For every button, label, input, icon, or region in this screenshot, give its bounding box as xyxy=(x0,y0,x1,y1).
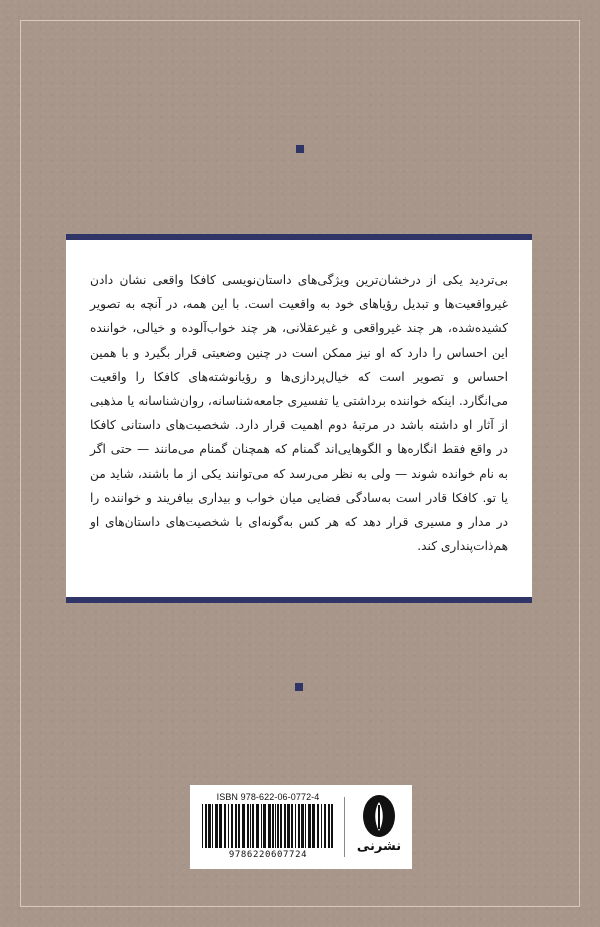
barcode-bar xyxy=(228,804,229,848)
blurb-text: بی‌تردید یکی از درخشان‌ترین ویژگی‌های داستان‌نویسی کافکا واقعی نشان دادن غیرواقعیت‌ها و تبدیل رؤیاهای خود به واقعیت است. با این همه، در آنچه به تصویر کشیده‌شده، هر چند غیرواقعی و غیرعقلانی، هر چند خواب‌آلوده و خیالی، خواننده این احساس را دارد که او نیز ممکن است در چنین وضعیتی قرار بگیرد و با همین احساس و تصویر است که خیال‌پردازی‌ها و رؤیانوشته‌های کافکا را واقعیت می‌انگارد. اینکه خواننده برداشتی یا تفسیری جامعه‌شناسانه، روان‌شناسانه یا مذهبی از آثار او داشته باشد در مرتبهٔ دوم اهمیت قرار دارد. شخصیت‌های داستانی کافکا در واقع فقط انگاره‌ها و الگوهایی‌اند گمنام که همچنان گمنام می‌مانند — حتی اگر به نام خوانده شوند — ولی به نظر می‌رسد که می‌توانند یکی از ما باشند، شاید من یا تو. کافکا قادر است به‌سادگی فضایی میان خواب و بیداری بیافریند و خواننده را در مدار و مسیری قرار دهد که هر کس به‌گونه‌ای با شخصیت‌های داستان‌های او هم‌ذات‌پنداری کند. xyxy=(90,273,508,554)
barcode-bar xyxy=(219,804,222,848)
barcode-bar xyxy=(212,804,213,848)
barcode-bar xyxy=(263,804,266,848)
barcode-bar xyxy=(250,804,251,848)
barcode-bar xyxy=(242,804,245,848)
barcode-bar xyxy=(317,804,319,848)
barcode-bar xyxy=(275,804,276,848)
barcode-bar xyxy=(205,804,207,848)
barcode-block xyxy=(198,792,338,862)
barcode-bar xyxy=(295,804,296,848)
barcode-bar xyxy=(231,804,233,848)
blurb-box xyxy=(66,234,532,603)
barcode-bar xyxy=(272,804,274,848)
barcode-icon xyxy=(198,804,338,850)
barcode-bar xyxy=(256,804,259,848)
barcode-bar xyxy=(308,804,311,848)
barcode-bar xyxy=(277,804,279,848)
barcode-bar xyxy=(287,804,290,848)
barcode-bar xyxy=(215,804,218,848)
barcode-bar xyxy=(252,804,254,848)
barcode-bar xyxy=(235,804,237,848)
isbn-label: ISBN 978-622-06-0772-4 xyxy=(216,792,320,802)
nashr-e-ney-logo-icon xyxy=(352,793,406,839)
barcode-bar xyxy=(301,804,304,848)
barcode-bar xyxy=(305,804,306,848)
decorative-square-bottom xyxy=(295,683,303,691)
barcode-number: 9786220607724 xyxy=(228,850,308,860)
barcode-bar xyxy=(298,804,300,848)
barcode-bar xyxy=(280,804,282,848)
barcode-bar xyxy=(291,804,293,848)
barcode-bar xyxy=(328,804,330,848)
isbn-panel xyxy=(190,785,412,869)
barcode-bar xyxy=(331,804,333,848)
barcode-bar xyxy=(268,804,271,848)
barcode-bar xyxy=(247,804,249,848)
barcode-bar xyxy=(312,804,315,848)
decorative-square-top xyxy=(296,145,304,153)
publisher-name: نشرنی xyxy=(356,839,402,854)
barcode-bar xyxy=(321,804,322,848)
barcode-bar xyxy=(261,804,262,848)
barcode-bar xyxy=(224,804,226,848)
barcode-bar xyxy=(324,804,326,848)
publisher-logo xyxy=(352,793,406,863)
panel-divider xyxy=(344,797,345,857)
barcode-bar xyxy=(208,804,211,848)
barcode-bar xyxy=(202,804,203,848)
barcode-bar xyxy=(238,804,240,848)
barcode-bar xyxy=(284,804,286,848)
